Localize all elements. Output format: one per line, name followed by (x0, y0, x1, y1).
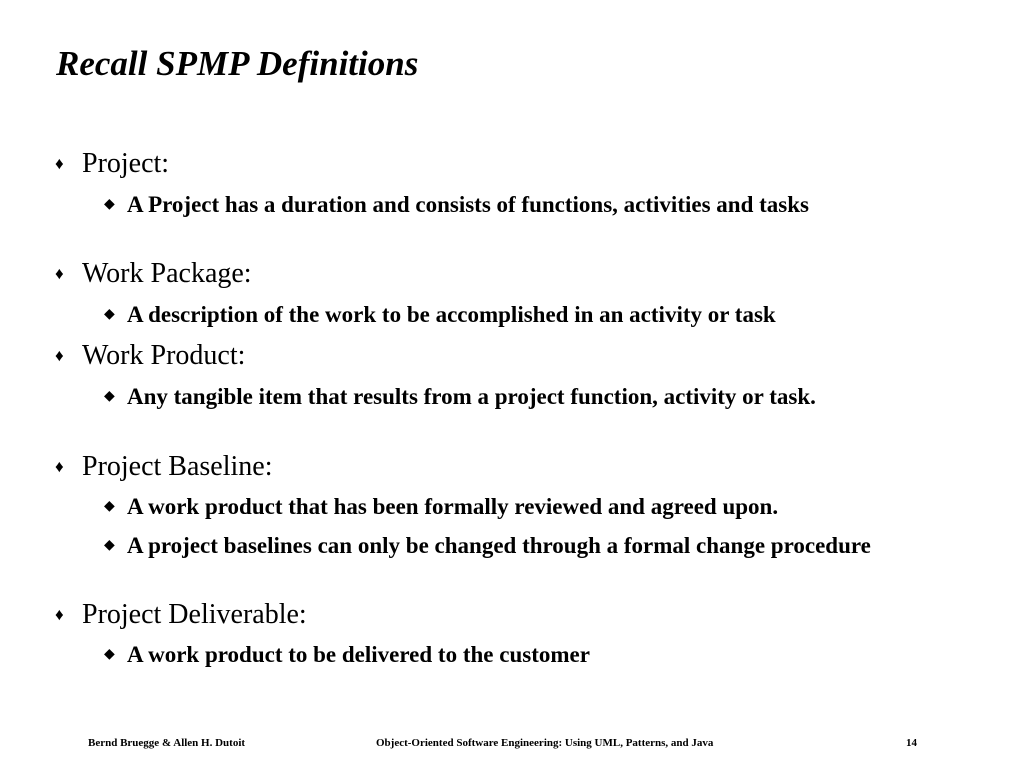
sub-bullet-text: A work product to be delivered to the customer (127, 642, 590, 667)
bullet-term: Project Baseline: (82, 451, 273, 482)
diamond-bullet-icon: ♦ (55, 154, 64, 173)
diamond-sub-bullet-icon: ◆ (104, 499, 115, 514)
sub-bullet-text: A Project has a duration and consists of functions, activities and tasks (127, 192, 809, 217)
footer-page-number: 14 (906, 737, 917, 749)
sub-bullet-project-definition (104, 191, 924, 218)
sub-bullet-work-package-definition (104, 301, 924, 328)
diamond-bullet-icon: ♦ (55, 605, 64, 624)
sub-bullet-text: A description of the work to be accomplished in an activity or task (127, 302, 776, 327)
diamond-sub-bullet-icon: ◆ (104, 389, 115, 404)
bullet-term: Work Product: (82, 340, 246, 371)
diamond-bullet-icon: ♦ (55, 457, 64, 476)
diamond-sub-bullet-icon: ◆ (104, 647, 115, 662)
sub-bullet-text: A project baselines can only be changed through a formal change procedure (127, 533, 871, 558)
bullet-term: Project: (82, 148, 170, 179)
diamond-bullet-icon: ♦ (55, 264, 64, 283)
sub-bullet-text: Any tangible item that results from a project function, activity or task. (127, 384, 816, 409)
diamond-sub-bullet-icon: ◆ (104, 538, 115, 553)
bullet-term: Work Package: (82, 258, 252, 289)
sub-bullet-baseline-change (104, 532, 924, 559)
diamond-bullet-icon: ♦ (55, 346, 64, 365)
footer-authors: Bernd Bruegge & Allen H. Dutoit (88, 737, 246, 749)
sub-bullet-text: A work product that has been formally reviewed and agreed upon. (127, 494, 779, 519)
footer-book-title: Object-Oriented Software Engineering: Using UML, Patterns, and Java (376, 737, 714, 749)
bullet-term: Project Deliverable: (82, 599, 307, 630)
sub-bullet-work-product-definition (104, 383, 924, 410)
sub-bullet-deliverable-definition (104, 641, 924, 668)
slide-title: Recall SPMP Definitions (56, 44, 419, 83)
sub-bullet-baseline-definition (104, 493, 924, 520)
diamond-sub-bullet-icon: ◆ (104, 307, 115, 322)
diamond-sub-bullet-icon: ◆ (104, 197, 115, 212)
